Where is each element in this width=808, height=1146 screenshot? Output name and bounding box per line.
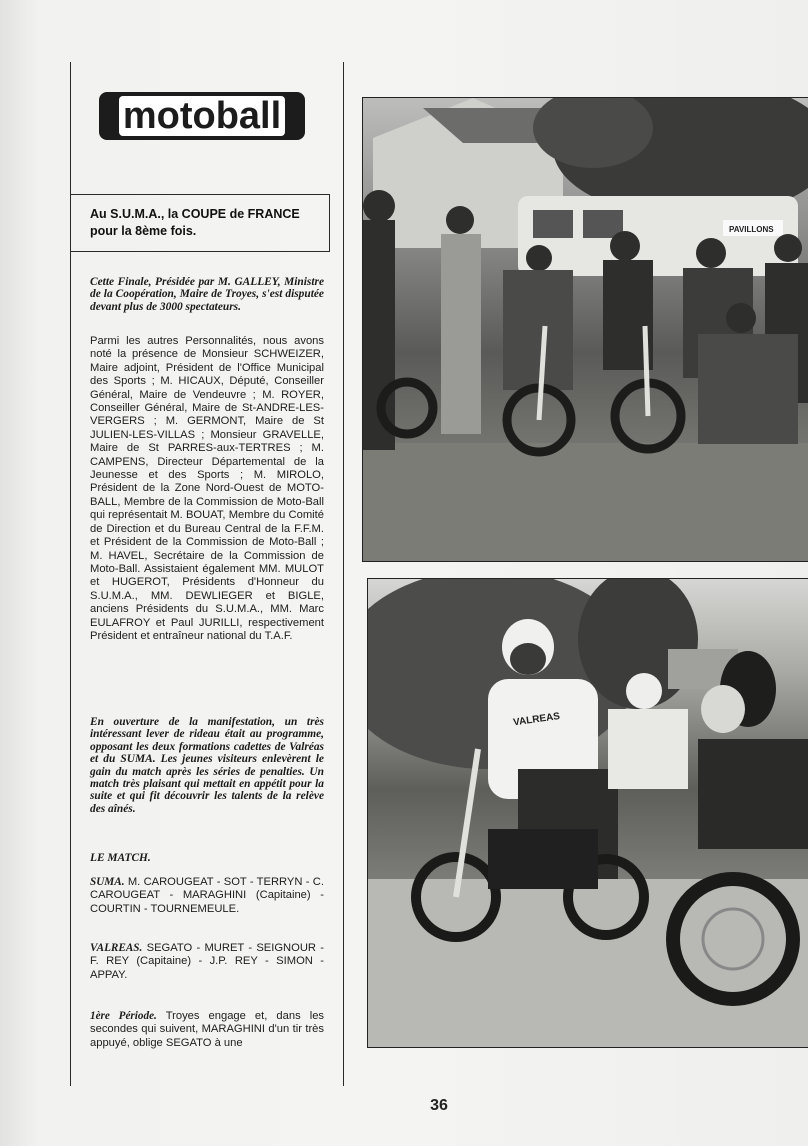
page-number: 36 — [430, 1097, 448, 1114]
bus-sign: PAVILLONS — [729, 225, 774, 234]
first-period — [90, 1010, 324, 1050]
period-label: 1ère Période. — [90, 1010, 157, 1022]
headline-line-2: pour la 8ème fois. — [90, 224, 197, 238]
right-column-rule — [343, 62, 344, 1086]
headline-box — [70, 194, 330, 252]
suma-lineup — [90, 876, 324, 916]
suma-team: M. CAROUGEAT - SOT - TERRYN - C. CAROUGEAT - MARAGHINI (Capitaine) - COURTIN - TOURNEMEULE. — [90, 876, 324, 915]
headline-line-1: Au S.U.M.A., la COUPE de FRANCE — [90, 207, 300, 221]
valreas-team: SEGATO - MURET - SEIGNOUR - F. REY (Capitaine) - J.P. REY - SIMON - APPAY. — [90, 942, 324, 981]
article-personalities: Parmi les autres Personnalités, nous avons noté la présence de Monsieur SCHWEIZER, Maire adjoint, Président de l'Office Municipal des Sports ; M. HICAUX, Député, Conseiller Général, Maire de Vendeuvre ; M. ROYER, Conseiller Général, Maire de St-ANDRE-LES-VERGERS ; M. GERMONT, Maire de St JULIEN-LES-VILLAS ; Monsieur GRAVELLE, Maire de St PARRES-aux-TERTRES ; M. CAMPENS, Directeur Départemental de la Jeunesse et des Sports ; M. MIROLO, Président de la Zone Nord-Ouest de MOTO-BALL, Membre de la Commission de Moto-Ball qui représentait M. BOUAT, Membre du Comité de Direction et du Bureau Central de la F.F.M. et Président de la Commission de Moto-Ball ; M. HAVEL, Secrétaire de la Commission de Moto-Ball. Assistaient également MM. MULOT et HUGEROT, Présidents d'Honneur du S.U.M.A., MM. DEWLIEGER et BIGLE, anciens Présidents du S.U.M.A., MM. Marc EULAFROY et Paul JURILLI, respectivement Président et entraîneur national du T.A.F. — [90, 335, 324, 642]
jersey-text: VALREAS — [512, 710, 561, 729]
team-group-photo — [362, 97, 808, 562]
valreas-label: VALREAS. — [90, 942, 143, 954]
period-text: Troyes engage et, dans les secondes qui suivent, MARAGHINI d'un tir très appuyé, oblige SEGATO à une — [90, 1010, 325, 1049]
article-opening: En ouverture de la manifestation, un très intéressant lever de rideau était au programme, opposant les deux formations cadettes de Valréas et du SUMA. Les jeunes visiteurs enlevèrent le gain du match après les séries de penalties. Un match très plaisant qui mettait en appétit pour la suite et qui fit découvrir les talents de la relève des aînés. — [90, 716, 324, 815]
valreas-lineup — [90, 942, 324, 982]
suma-label: SUMA. — [90, 876, 125, 888]
match-action-photo — [367, 578, 808, 1048]
section-masthead — [99, 92, 305, 140]
match-heading: LE MATCH. — [90, 852, 151, 864]
article-intro: Cette Finale, Présidée par M. GALLEY, Ministre de la Coopération, Maire de Troyes, s'est disputée devant plus de 3000 spectateurs. — [90, 276, 324, 313]
masthead-title: motoball — [119, 96, 285, 136]
